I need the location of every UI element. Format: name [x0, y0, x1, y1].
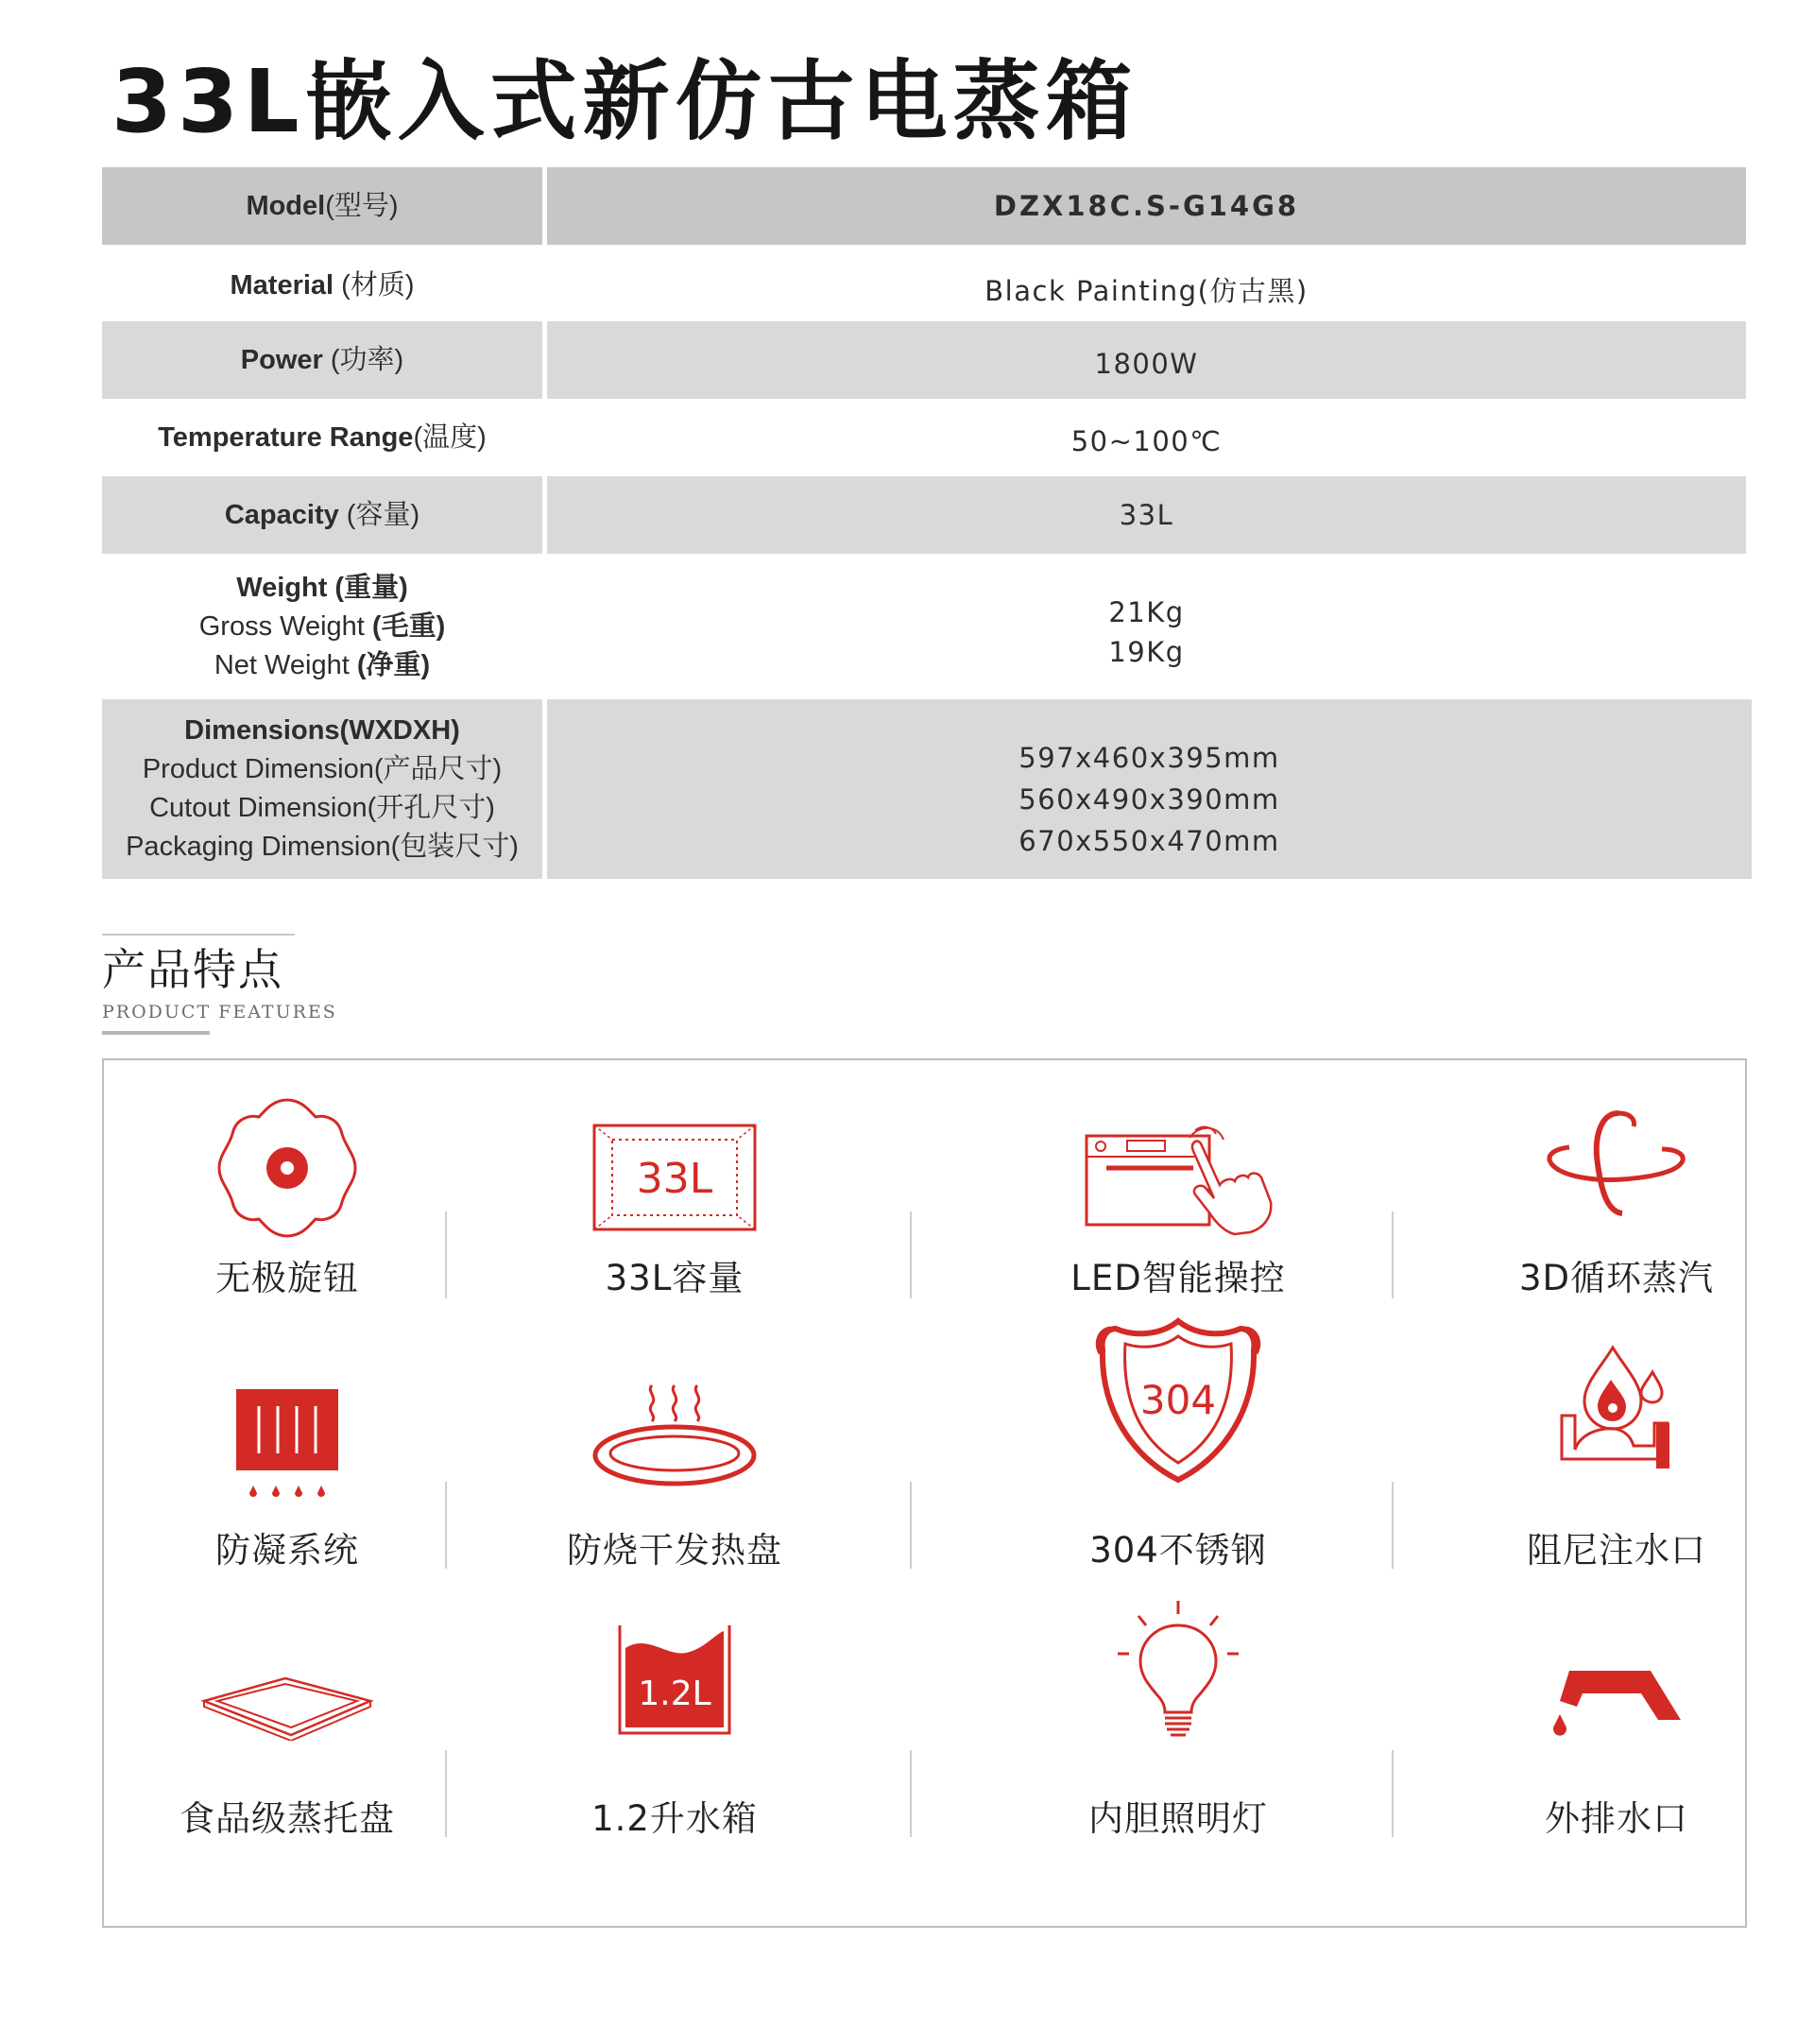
feature-label: LED智能操控: [1070, 1258, 1286, 1298]
feature-label: 食品级蒸托盘: [180, 1798, 395, 1839]
label-cn: (温度): [413, 421, 487, 453]
packaging-dimension-label: Packaging Dimension(包装尺寸): [126, 832, 519, 862]
water-inlet-icon: [1558, 1338, 1675, 1470]
water-tank-icon: [616, 1623, 733, 1737]
divider: [910, 1211, 912, 1298]
product-dimension-label: Product Dimension(产品尺寸): [142, 754, 503, 784]
label-cn: (容量): [338, 499, 420, 530]
feature-label: 3D循环蒸汽: [1518, 1258, 1715, 1298]
feature-item: [1409, 1060, 1814, 1334]
section-title: 产品特点: [102, 944, 283, 995]
packaging-dimension-value: 670x550x470mm: [1018, 825, 1280, 857]
touch-panel-icon: [1084, 1123, 1282, 1236]
spec-label: [102, 476, 542, 554]
section-divider-bottom: [102, 1031, 210, 1035]
feature-label: 无极旋钮: [215, 1258, 359, 1298]
label-en: Capacity: [224, 499, 339, 530]
spec-table: [102, 167, 1746, 879]
spec-row-temperature: [102, 399, 1746, 476]
feature-label: 防烧干发热盘: [567, 1530, 782, 1571]
feature-label: 外排水口: [1545, 1798, 1688, 1839]
label-cn: (重量): [327, 572, 408, 603]
feature-item: [970, 1599, 1386, 1873]
section-subtitle: PRODUCT FEATURES: [102, 1002, 337, 1022]
spec-value: 50~100℃: [1070, 425, 1223, 457]
heating-plate-icon: [590, 1382, 760, 1495]
feature-item: [467, 1331, 882, 1605]
page-title: 33L嵌入式新仿古电蒸箱: [111, 51, 1138, 152]
feature-label: 304不锈钢: [1089, 1530, 1267, 1571]
feature-item: [1409, 1599, 1814, 1873]
drain-outlet-icon: [1549, 1667, 1685, 1743]
feature-item: [79, 1331, 495, 1605]
spec-value: Black Painting(仿古黑): [984, 275, 1309, 307]
feature-item: [467, 1060, 882, 1334]
spec-row-power: [102, 321, 1746, 399]
divider: [910, 1482, 912, 1569]
feature-item: [970, 1331, 1386, 1605]
label-cn: (型号): [325, 190, 399, 221]
divider: [1392, 1750, 1394, 1837]
spec-value: 33L: [547, 476, 1746, 554]
label-en: Power: [240, 344, 323, 375]
tray-icon: [200, 1675, 374, 1741]
label-en: Model: [246, 190, 326, 221]
spec-value: [547, 699, 1752, 879]
feature-item: [79, 1060, 495, 1334]
spec-row-weight: [102, 554, 1746, 699]
water-tank-text: 1.2L: [638, 1675, 711, 1713]
net-weight-value: 19Kg: [1108, 636, 1185, 668]
spec-row-model: [102, 167, 1746, 245]
spec-row-material: [102, 249, 1746, 321]
net-weight-cn: (净重): [349, 649, 431, 680]
spec-label: [102, 167, 542, 245]
divider: [1392, 1482, 1394, 1569]
feature-label: 内胆照明灯: [1088, 1798, 1268, 1839]
features-panel: [102, 1058, 1747, 1928]
capacity-box-text: 33L: [636, 1155, 713, 1203]
spec-value: [547, 554, 1746, 699]
spec-value: DZX18C.S-G14G8: [547, 167, 1746, 245]
label-cn: (材质): [334, 269, 415, 301]
cutout-dimension-value: 560x490x390mm: [1018, 783, 1280, 816]
spec-label: [102, 554, 542, 699]
feature-label: 1.2升水箱: [591, 1798, 758, 1839]
spec-label: [102, 321, 542, 399]
section-divider-top: [102, 934, 295, 936]
anti-condensation-icon: [234, 1387, 340, 1504]
spec-value: 1800W: [547, 321, 1746, 399]
feature-item: [467, 1599, 882, 1873]
gross-weight-label: Gross Weight: [198, 610, 365, 642]
gross-weight-value: 21Kg: [1108, 596, 1185, 628]
cutout-dimension-label: Cutout Dimension(开孔尺寸): [149, 793, 495, 823]
shield-text: 304: [1139, 1377, 1217, 1423]
capacity-box-icon: [591, 1123, 758, 1232]
label-en: Weight: [236, 572, 328, 603]
feature-item: [1409, 1331, 1814, 1605]
net-weight-label: Net Weight: [214, 649, 350, 680]
knob-icon: [212, 1092, 363, 1244]
feature-label: 防凝系统: [215, 1530, 359, 1571]
spec-label: [102, 399, 542, 476]
divider: [910, 1750, 912, 1837]
feature-item: [79, 1599, 495, 1873]
spec-label: [102, 249, 542, 321]
light-bulb-icon: [1112, 1599, 1244, 1741]
feature-label: 阻尼注水口: [1527, 1530, 1706, 1571]
shield-icon: [1095, 1315, 1261, 1486]
product-dimension-value: 597x460x395mm: [1018, 742, 1280, 774]
divider: [1392, 1211, 1394, 1298]
label-en: Material: [230, 269, 334, 301]
spec-row-capacity: [102, 476, 1746, 554]
orbit-steam-icon: [1541, 1108, 1692, 1221]
spec-label: [102, 699, 542, 879]
label-en: Temperature Range: [158, 421, 414, 453]
dimensions-label: Dimensions(WXDXH): [184, 715, 460, 746]
spec-row-dimensions: [102, 699, 1752, 879]
feature-label: 33L容量: [605, 1258, 744, 1298]
feature-item: [970, 1060, 1386, 1334]
gross-weight-cn: (毛重): [364, 610, 446, 642]
label-cn: (功率): [322, 344, 404, 375]
